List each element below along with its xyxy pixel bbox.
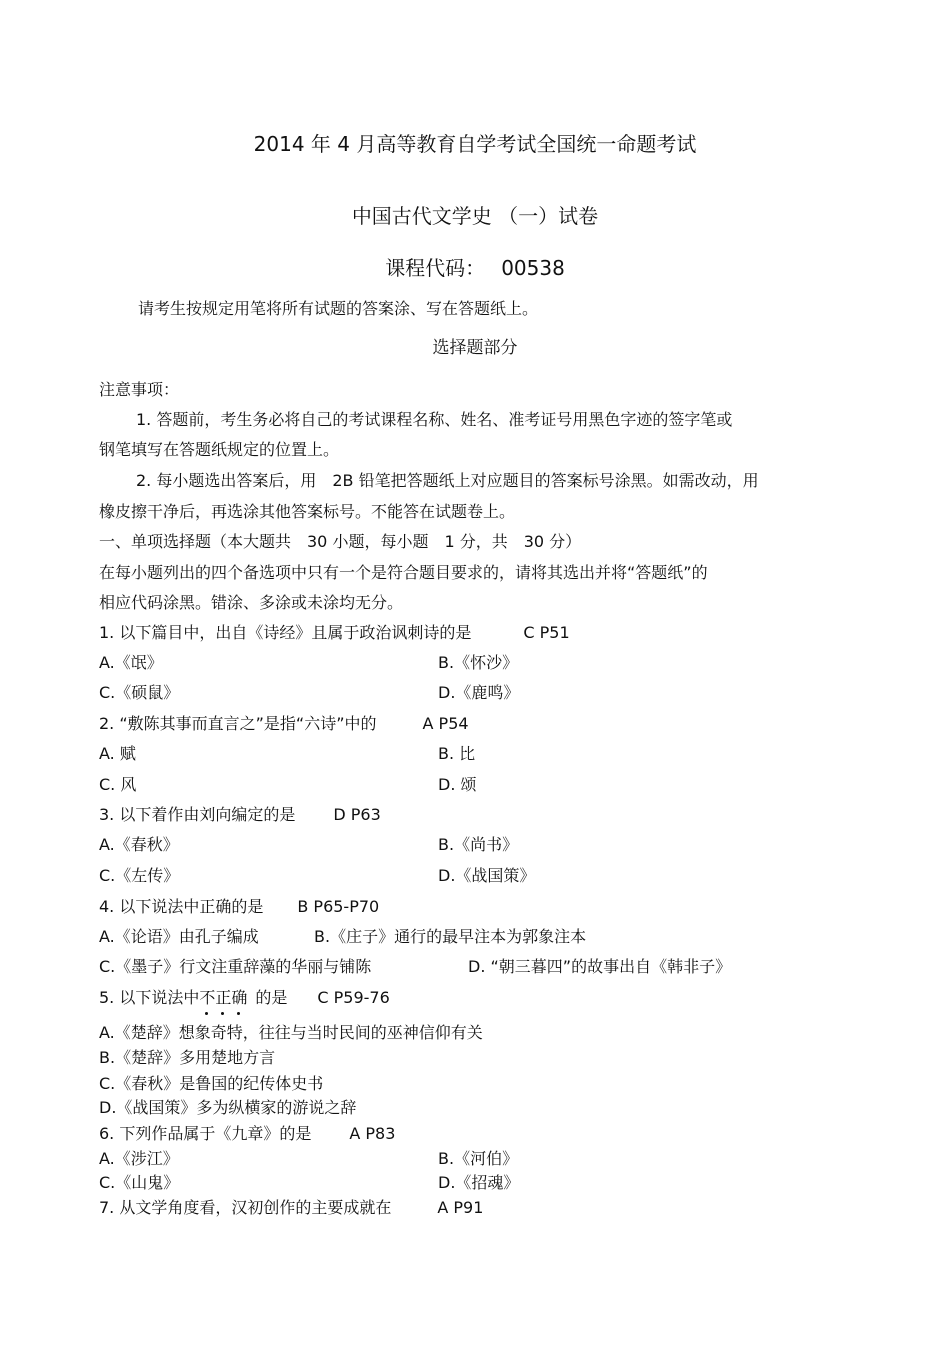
option-c: C.《硕鼠》 bbox=[99, 683, 180, 702]
option-b: B.《楚辞》多用楚地方言 bbox=[99, 1048, 276, 1067]
part1-desc-line1: 在每小题列出的四个备选项中只有一个是符合题目要求的，请将其选出并将“答题纸”的 bbox=[99, 563, 708, 582]
question-stem: 2. “敷陈其事而直言之”是指“六诗”中的 bbox=[99, 714, 377, 733]
option-b: B. 比 bbox=[438, 744, 476, 763]
answer-ref: D P63 bbox=[333, 805, 381, 824]
emphasis-dot bbox=[221, 1012, 224, 1015]
question-2-stem bbox=[99, 714, 469, 734]
answer-ref: A P91 bbox=[437, 1198, 484, 1217]
notes-item1-line2: 钢笔填写在答题纸规定的位置上。 bbox=[99, 440, 340, 459]
option-c: C.《春秋》是鲁国的纪传体史书 bbox=[99, 1074, 324, 1093]
option-d: D.《战国策》多为纵横家的游说之辞 bbox=[99, 1098, 357, 1117]
emphasis-dot bbox=[237, 1012, 240, 1015]
question-1-stem bbox=[99, 623, 570, 643]
emphasis-text: 不正确 bbox=[199, 988, 248, 1007]
option-a: A. 赋 bbox=[99, 744, 136, 763]
option-d: D.《战国策》 bbox=[438, 866, 536, 885]
option-a: A.《氓》 bbox=[99, 653, 163, 672]
course-code: 00538 bbox=[501, 256, 565, 280]
exam-title: 2014 年 4 月高等教育自学考试全国统一命题考试 bbox=[253, 132, 697, 156]
notes-item1-line1: 1. 答题前，考生务必将自己的考试课程名称、姓名、准考证号用黑色字迹的签字笔或 bbox=[136, 410, 733, 429]
question-6-stem bbox=[99, 1124, 395, 1144]
emphasis-dot bbox=[205, 1012, 208, 1015]
part1-desc-line2: 相应代码涂黑。错涂、多涂或未涂均无分。 bbox=[99, 593, 404, 612]
question-stem: 3. 以下着作由刘向编定的是 bbox=[99, 805, 296, 824]
option-c: C.《左传》 bbox=[99, 866, 180, 885]
question-5-stem bbox=[99, 988, 390, 1008]
option-d: D.《招魂》 bbox=[438, 1173, 520, 1192]
question-stem-pre: 5. 以下说法中 bbox=[99, 988, 200, 1007]
option-a: A.《春秋》 bbox=[99, 835, 179, 854]
answer-ref: C P51 bbox=[523, 623, 570, 642]
course-code-line bbox=[0, 255, 950, 281]
instruction: 请考生按规定用笔将所有试题的答案涂、写在答题纸上。 bbox=[138, 299, 539, 318]
option-b: B.《怀沙》 bbox=[438, 653, 519, 672]
option-c: C.《山鬼》 bbox=[99, 1173, 180, 1192]
option-d: D. “朝三暮四”的故事出自《韩非子》 bbox=[468, 957, 732, 976]
option-b: B.《尚书》 bbox=[438, 835, 519, 854]
option-c: C. 风 bbox=[99, 775, 137, 794]
section-title: 选择题部分 bbox=[432, 338, 518, 358]
answer-ref: B P65-P70 bbox=[297, 897, 380, 916]
emphasis-not-correct bbox=[199, 988, 247, 1007]
question-stem-post: 的是 bbox=[255, 988, 288, 1007]
answer-ref: C P59-76 bbox=[317, 988, 390, 1007]
answer-ref: A P83 bbox=[349, 1124, 396, 1143]
paper-title: 中国古代文学史 （一）试卷 bbox=[351, 204, 599, 228]
notes-item2-line1: 2. 每小题选出答案后，用 2B 铅笔把答题纸上对应题目的答案标号涂黑。如需改动，用 bbox=[136, 471, 759, 490]
question-stem: 7. 从文学角度看，汉初创作的主要成就在 bbox=[99, 1198, 392, 1217]
question-stem: 6. 下列作品属于《九章》的是 bbox=[99, 1124, 312, 1143]
option-d: D.《鹿鸣》 bbox=[438, 683, 520, 702]
notes-heading: 注意事项： bbox=[99, 380, 180, 399]
question-7-stem bbox=[99, 1198, 483, 1218]
question-4-stem bbox=[99, 897, 379, 917]
notes-item2-line2: 橡皮擦干净后，再选涂其他答案标号。不能答在试题卷上。 bbox=[99, 502, 516, 521]
option-b: B.《庄子》通行的最早注本为郭象注本 bbox=[314, 927, 587, 946]
question-stem: 4. 以下说法中正确的是 bbox=[99, 897, 264, 916]
option-c: C.《墨子》行文注重辞藻的华丽与铺陈 bbox=[99, 957, 372, 976]
part1-heading: 一、单项选择题（本大题共 30 小题，每小题 1 分，共 30 分） bbox=[99, 532, 582, 551]
course-code-label: 课程代码： bbox=[385, 256, 486, 280]
option-d: D. 颂 bbox=[438, 775, 477, 794]
answer-ref: A P54 bbox=[422, 714, 469, 733]
option-b: B.《河伯》 bbox=[438, 1149, 519, 1168]
question-3-stem bbox=[99, 805, 381, 825]
option-a: A.《楚辞》想象奇特，往往与当时民间的巫神信仰有关 bbox=[99, 1023, 483, 1042]
option-a: A.《论语》由孔子编成 bbox=[99, 927, 259, 946]
question-stem: 1. 以下篇目中，出自《诗经》且属于政治讽刺诗的是 bbox=[99, 623, 472, 642]
option-a: A.《涉江》 bbox=[99, 1149, 179, 1168]
